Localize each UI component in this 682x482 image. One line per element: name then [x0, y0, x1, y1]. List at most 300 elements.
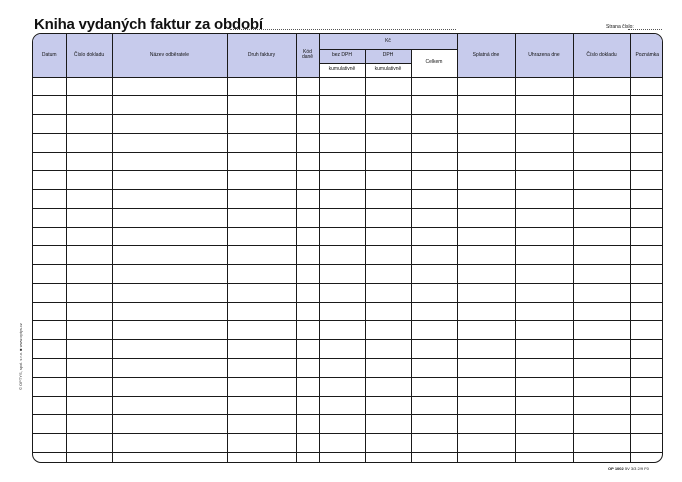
table-cell [66, 452, 112, 462]
table-cell [515, 227, 573, 246]
table-cell [227, 227, 296, 246]
table-cell [411, 434, 457, 453]
table-cell [630, 246, 663, 265]
table-cell [33, 171, 66, 190]
header-nazev-odberatele: Název odběratele [112, 34, 227, 77]
table-cell [319, 452, 365, 462]
table-cell [515, 96, 573, 115]
table-cell [227, 434, 296, 453]
table-cell [365, 171, 411, 190]
table-row [33, 77, 663, 96]
table-cell [296, 283, 319, 302]
table-cell [112, 77, 227, 96]
table-cell [66, 171, 112, 190]
table-cell [573, 171, 630, 190]
table-cell [411, 115, 457, 134]
page-number-fill-line [628, 29, 662, 30]
table-cell [66, 133, 112, 152]
table-cell [296, 340, 319, 359]
table-cell [630, 340, 663, 359]
table-cell [411, 302, 457, 321]
table-cell [112, 265, 227, 284]
table-cell [112, 246, 227, 265]
table-cell [227, 152, 296, 171]
table-cell [457, 246, 515, 265]
table-cell [365, 190, 411, 209]
table-row [33, 396, 663, 415]
table-cell [515, 283, 573, 302]
table-row [33, 115, 663, 134]
table-cell [411, 265, 457, 284]
table-cell [515, 434, 573, 453]
table-cell [227, 415, 296, 434]
table-cell [457, 452, 515, 462]
table-cell [112, 190, 227, 209]
table-cell [319, 265, 365, 284]
header-cislo-dokladu-2: Číslo dokladu [573, 34, 630, 77]
table-cell [630, 96, 663, 115]
table-row [33, 246, 663, 265]
table-cell [112, 358, 227, 377]
table-cell [296, 265, 319, 284]
table-cell [319, 358, 365, 377]
table-cell [112, 434, 227, 453]
table-cell [319, 246, 365, 265]
table-cell [296, 302, 319, 321]
table-cell [33, 340, 66, 359]
header-poznamka: Poznámka [630, 34, 663, 77]
table-cell [227, 302, 296, 321]
table-cell [33, 377, 66, 396]
header-druh-faktury: Druh faktury [227, 34, 296, 77]
table-cell [227, 246, 296, 265]
table-cell [296, 227, 319, 246]
table-cell [573, 133, 630, 152]
table-cell [573, 227, 630, 246]
table-cell [515, 171, 573, 190]
table-cell [630, 265, 663, 284]
table-cell [66, 283, 112, 302]
table-cell [33, 434, 66, 453]
table-cell [365, 452, 411, 462]
table-cell [411, 227, 457, 246]
table-cell [66, 265, 112, 284]
publisher-side-text: © OPTYS, spol. s r.o. ■ www.optys.cz [18, 323, 23, 390]
table-cell [630, 415, 663, 434]
table-cell [227, 133, 296, 152]
table-cell [112, 415, 227, 434]
table-cell [66, 190, 112, 209]
table-cell [66, 115, 112, 134]
table-cell [457, 227, 515, 246]
invoice-ledger-table [32, 33, 663, 463]
table-cell [365, 396, 411, 415]
table-cell [411, 415, 457, 434]
table-cell [457, 302, 515, 321]
table-cell [33, 152, 66, 171]
table-cell [630, 77, 663, 96]
table-cell [411, 152, 457, 171]
table-cell [66, 227, 112, 246]
header-bez-dph: bez DPH [319, 49, 365, 63]
table-cell [365, 377, 411, 396]
table-cell [411, 77, 457, 96]
table-cell [227, 190, 296, 209]
table-cell [365, 227, 411, 246]
table-cell [515, 246, 573, 265]
table-cell [411, 396, 457, 415]
table-cell [411, 208, 457, 227]
table-cell [365, 302, 411, 321]
table-cell [112, 227, 227, 246]
table-cell [515, 152, 573, 171]
table-cell [319, 302, 365, 321]
table-cell [457, 434, 515, 453]
header-kumulativne-dph: kumulativně [365, 63, 411, 77]
table-cell [66, 77, 112, 96]
table-cell [33, 208, 66, 227]
table-cell [66, 321, 112, 340]
table-cell [296, 133, 319, 152]
table-cell [66, 377, 112, 396]
table-cell [33, 77, 66, 96]
table-cell [66, 358, 112, 377]
table-cell [227, 96, 296, 115]
table-cell [515, 115, 573, 134]
table-cell [411, 96, 457, 115]
table-cell [515, 302, 573, 321]
table-cell [630, 452, 663, 462]
table-cell [33, 265, 66, 284]
header-celkem: Celkem [411, 49, 457, 77]
table-cell [319, 208, 365, 227]
table-cell [573, 115, 630, 134]
table-cell [573, 190, 630, 209]
table-cell [296, 452, 319, 462]
table-cell [365, 358, 411, 377]
table-cell [33, 246, 66, 265]
table-cell [33, 190, 66, 209]
header-dph: DPH [365, 49, 411, 63]
table-cell [296, 171, 319, 190]
table-cell [573, 208, 630, 227]
table-cell [66, 415, 112, 434]
header-kc-group: Kč [319, 34, 457, 49]
table-row [33, 283, 663, 302]
table-cell [365, 340, 411, 359]
table-cell [630, 396, 663, 415]
table-cell [365, 208, 411, 227]
table-cell [66, 340, 112, 359]
table-cell [365, 415, 411, 434]
page-title: Kniha vydaných faktur za období [34, 16, 263, 33]
table-cell [112, 452, 227, 462]
header-datum: Datum [33, 34, 66, 77]
page-number-label: Strana číslo: [606, 24, 634, 30]
table-cell [319, 96, 365, 115]
table-cell [112, 302, 227, 321]
table-cell [457, 396, 515, 415]
table-cell [630, 208, 663, 227]
table-cell [319, 190, 365, 209]
table-cell [630, 190, 663, 209]
table-cell [33, 133, 66, 152]
table-row [33, 190, 663, 209]
header-kod-line2: daně [301, 54, 314, 61]
table-cell [66, 246, 112, 265]
table-cell [457, 208, 515, 227]
table-cell [365, 133, 411, 152]
table-cell [457, 377, 515, 396]
table-cell [319, 133, 365, 152]
table-cell [573, 452, 630, 462]
table-cell [319, 377, 365, 396]
table-cell [630, 358, 663, 377]
table-cell [112, 96, 227, 115]
table-cell [411, 358, 457, 377]
table-cell [66, 208, 112, 227]
table-cell [515, 77, 573, 96]
table-cell [33, 321, 66, 340]
table-cell [112, 283, 227, 302]
table-cell [365, 321, 411, 340]
table-cell [112, 133, 227, 152]
table-cell [457, 283, 515, 302]
table-row [33, 302, 663, 321]
table-cell [411, 171, 457, 190]
table-cell [227, 77, 296, 96]
table-cell [573, 415, 630, 434]
table-cell [457, 77, 515, 96]
table-cell [515, 396, 573, 415]
table-cell [33, 358, 66, 377]
table-cell [319, 396, 365, 415]
table-cell [319, 340, 365, 359]
table-cell [515, 377, 573, 396]
table-cell [365, 152, 411, 171]
ledger-body [33, 77, 663, 462]
table-cell [365, 283, 411, 302]
table-cell [319, 415, 365, 434]
table-cell [411, 321, 457, 340]
table-cell [573, 302, 630, 321]
table-row [33, 434, 663, 453]
table-cell [411, 133, 457, 152]
table-cell [573, 265, 630, 284]
table-cell [319, 115, 365, 134]
table-cell [66, 96, 112, 115]
table-cell [573, 377, 630, 396]
table-cell [457, 321, 515, 340]
table-cell [365, 434, 411, 453]
table-cell [296, 358, 319, 377]
table-cell [411, 246, 457, 265]
table-cell [112, 321, 227, 340]
table-cell [227, 396, 296, 415]
table-cell [112, 171, 227, 190]
table-row [33, 340, 663, 359]
table-cell [630, 171, 663, 190]
table-row [33, 152, 663, 171]
table-cell [112, 340, 227, 359]
table-cell [573, 246, 630, 265]
table-row [33, 96, 663, 115]
table-cell [573, 321, 630, 340]
table-cell [296, 115, 319, 134]
table-cell [296, 246, 319, 265]
table-cell [573, 283, 630, 302]
table-cell [630, 283, 663, 302]
table-row [33, 321, 663, 340]
table-cell [227, 377, 296, 396]
period-fill-line [230, 29, 456, 30]
table-cell [319, 227, 365, 246]
table-row [33, 171, 663, 190]
table-cell [296, 77, 319, 96]
table-cell [227, 283, 296, 302]
table-cell [515, 452, 573, 462]
table-cell [573, 358, 630, 377]
table-cell [296, 396, 319, 415]
table-cell [573, 96, 630, 115]
table-cell [66, 396, 112, 415]
table-cell [365, 96, 411, 115]
table-cell [457, 171, 515, 190]
table-cell [319, 321, 365, 340]
table-cell [457, 415, 515, 434]
table-cell [630, 115, 663, 134]
table-cell [33, 302, 66, 321]
table-cell [227, 340, 296, 359]
form-code-suffix: 5V 3/3 [624, 466, 637, 471]
table-cell [33, 96, 66, 115]
table-cell [457, 190, 515, 209]
table-cell [457, 133, 515, 152]
table-cell [515, 321, 573, 340]
table-row [33, 358, 663, 377]
header-uhrazena-dne: Uhrazena dne [515, 34, 573, 77]
table-cell [296, 434, 319, 453]
table-row [33, 133, 663, 152]
table-row [33, 265, 663, 284]
ledger-grid [33, 34, 663, 462]
header-cislo-dokladu: Číslo dokladu [66, 34, 112, 77]
table-cell [227, 452, 296, 462]
header-splatna-dne: Splatná dne [457, 34, 515, 77]
table-cell [227, 265, 296, 284]
table-row [33, 377, 663, 396]
table-cell [33, 452, 66, 462]
table-cell [227, 358, 296, 377]
table-cell [630, 434, 663, 453]
table-cell [457, 340, 515, 359]
table-cell [319, 171, 365, 190]
table-cell [365, 246, 411, 265]
table-cell [411, 340, 457, 359]
table-cell [112, 377, 227, 396]
table-cell [227, 115, 296, 134]
table-row [33, 452, 663, 462]
table-cell [296, 415, 319, 434]
header-kod-line1: Kód [303, 48, 312, 55]
table-cell [296, 321, 319, 340]
table-cell [319, 434, 365, 453]
table-cell [296, 96, 319, 115]
table-cell [296, 190, 319, 209]
table-cell [457, 358, 515, 377]
table-cell [573, 434, 630, 453]
table-cell [515, 133, 573, 152]
table-cell [365, 77, 411, 96]
table-cell [319, 152, 365, 171]
table-row [33, 227, 663, 246]
table-cell [630, 321, 663, 340]
table-cell [112, 396, 227, 415]
table-cell [573, 340, 630, 359]
table-cell [457, 96, 515, 115]
table-cell [457, 115, 515, 134]
table-cell [33, 396, 66, 415]
table-cell [365, 265, 411, 284]
header-kod-dane [296, 34, 319, 77]
table-cell [112, 115, 227, 134]
table-cell [66, 152, 112, 171]
table-cell [515, 208, 573, 227]
form-version: 2/9 F0 [637, 466, 649, 471]
table-cell [515, 415, 573, 434]
table-cell [457, 265, 515, 284]
table-cell [515, 358, 573, 377]
table-cell [457, 152, 515, 171]
table-cell [319, 77, 365, 96]
table-cell [296, 152, 319, 171]
table-cell [227, 208, 296, 227]
table-cell [33, 415, 66, 434]
table-cell [630, 133, 663, 152]
table-cell [112, 152, 227, 171]
table-cell [365, 115, 411, 134]
form-code [608, 466, 649, 471]
table-cell [296, 377, 319, 396]
table-cell [411, 283, 457, 302]
table-cell [33, 227, 66, 246]
table-cell [227, 321, 296, 340]
table-cell [411, 190, 457, 209]
table-cell [630, 152, 663, 171]
table-row [33, 415, 663, 434]
table-cell [630, 302, 663, 321]
table-cell [411, 377, 457, 396]
table-cell [630, 377, 663, 396]
table-cell [515, 340, 573, 359]
table-cell [573, 152, 630, 171]
table-cell [515, 265, 573, 284]
table-cell [33, 283, 66, 302]
table-cell [296, 208, 319, 227]
header-kumulativne-bez-dph: kumulativně [319, 63, 365, 77]
form-code-main: OP 1002 [608, 466, 624, 471]
table-cell [573, 396, 630, 415]
table-row [33, 208, 663, 227]
table-cell [227, 171, 296, 190]
table-cell [33, 115, 66, 134]
table-cell [66, 434, 112, 453]
table-cell [573, 77, 630, 96]
table-cell [515, 190, 573, 209]
table-cell [66, 302, 112, 321]
table-cell [630, 227, 663, 246]
table-cell [411, 452, 457, 462]
